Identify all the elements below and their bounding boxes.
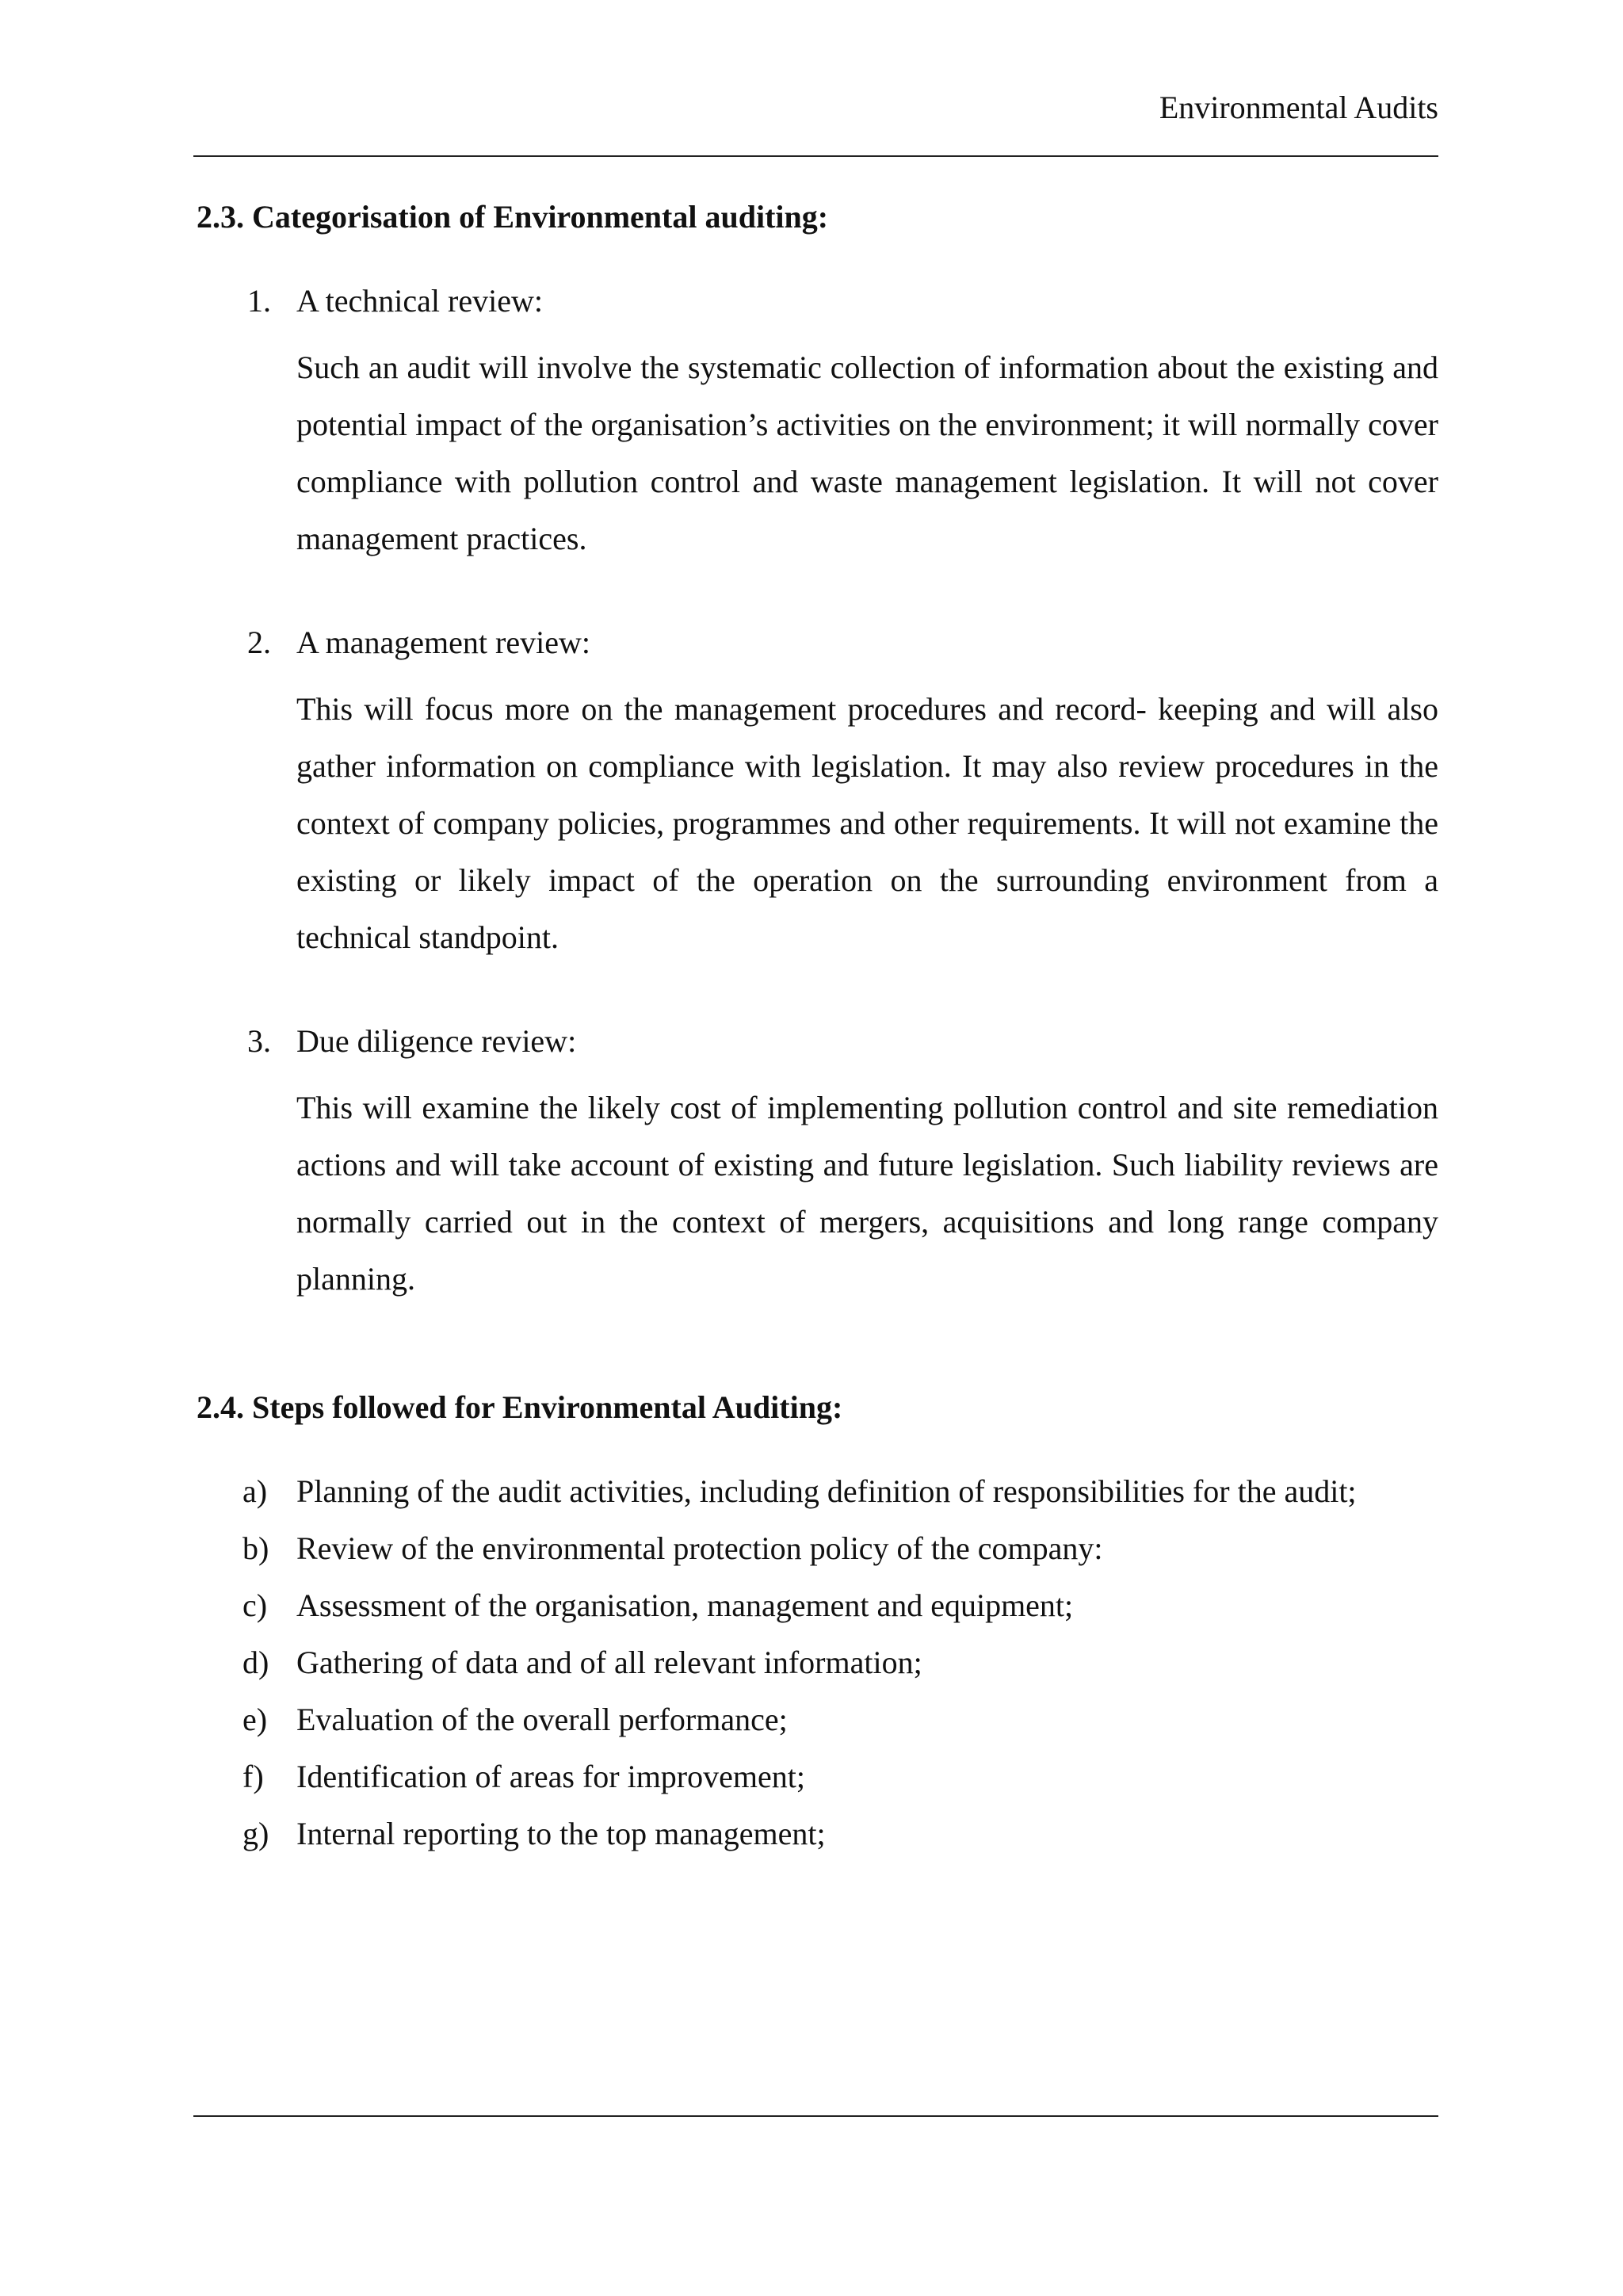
list-item [242,1701,1438,1758]
step-letter: g) [242,1816,269,1851]
item-number: 3. [247,1023,271,1059]
category-item-due-diligence-review [247,1022,1438,1308]
step-text: Review of the environmental protection policy of the company: [296,1530,1103,1566]
step-letter: f) [242,1759,264,1794]
list-item [242,1644,1438,1701]
section-heading-2-4: 2.4. Steps followed for Environmental Auditing: [197,1389,843,1425]
list-item [242,1530,1438,1587]
footer-rule [193,2115,1438,2117]
item-body: Such an audit will involve the systematic collection of information about the existing and potential impact of the organisation’s activities on the environment; it will normally cover compliance with pollution control and waste management legislation. It will not cover management practices. [296,350,1438,556]
item-number: 2. [247,625,271,660]
header-rule [193,155,1438,157]
step-letter: c) [242,1587,268,1623]
step-letter: b) [242,1530,269,1566]
step-letter: d) [242,1645,269,1680]
step-text: Assessment of the organisation, management and equipment; [296,1587,1074,1623]
item-body: This will focus more on the management procedures and record- keeping and will also gather information on compliance with legislation. It may also review procedures in the context of company policies, programmes and other requirements. It will not examine the existing or likely impact of the operation on the surrounding environment from a technical standpoint. [296,691,1438,955]
item-title: A management review: [296,625,590,660]
step-letter: a) [242,1473,268,1509]
category-item-technical-review [247,282,1438,567]
step-letter: e) [242,1702,268,1737]
step-text: Identification of areas for improvement; [296,1759,805,1794]
running-header: Environmental Audits [1159,90,1438,125]
category-item-management-review [247,624,1438,966]
item-title: Due diligence review: [296,1023,577,1059]
list-item [242,1587,1438,1644]
item-body: This will examine the likely cost of implementing pollution control and site remediation actions and will take account of existing and future legislation. Such liability reviews are normally carried out in the context of mergers, acquisitions and long range company planning. [296,1090,1438,1297]
step-text: Planning of the audit activities, including definition of responsibilities for the audit; [296,1473,1357,1509]
list-item [242,1758,1438,1815]
section-heading-2-3: 2.3. Categorisation of Environmental auditing: [197,199,829,235]
step-text: Evaluation of the overall performance; [296,1702,788,1737]
list-item [242,1815,1438,1872]
step-text: Gathering of data and of all relevant information; [296,1645,922,1680]
step-text: Internal reporting to the top management; [296,1816,826,1851]
audit-steps-list [242,1473,1438,1872]
list-item [242,1473,1438,1530]
item-number: 1. [247,283,271,319]
item-title: A technical review: [296,283,543,319]
